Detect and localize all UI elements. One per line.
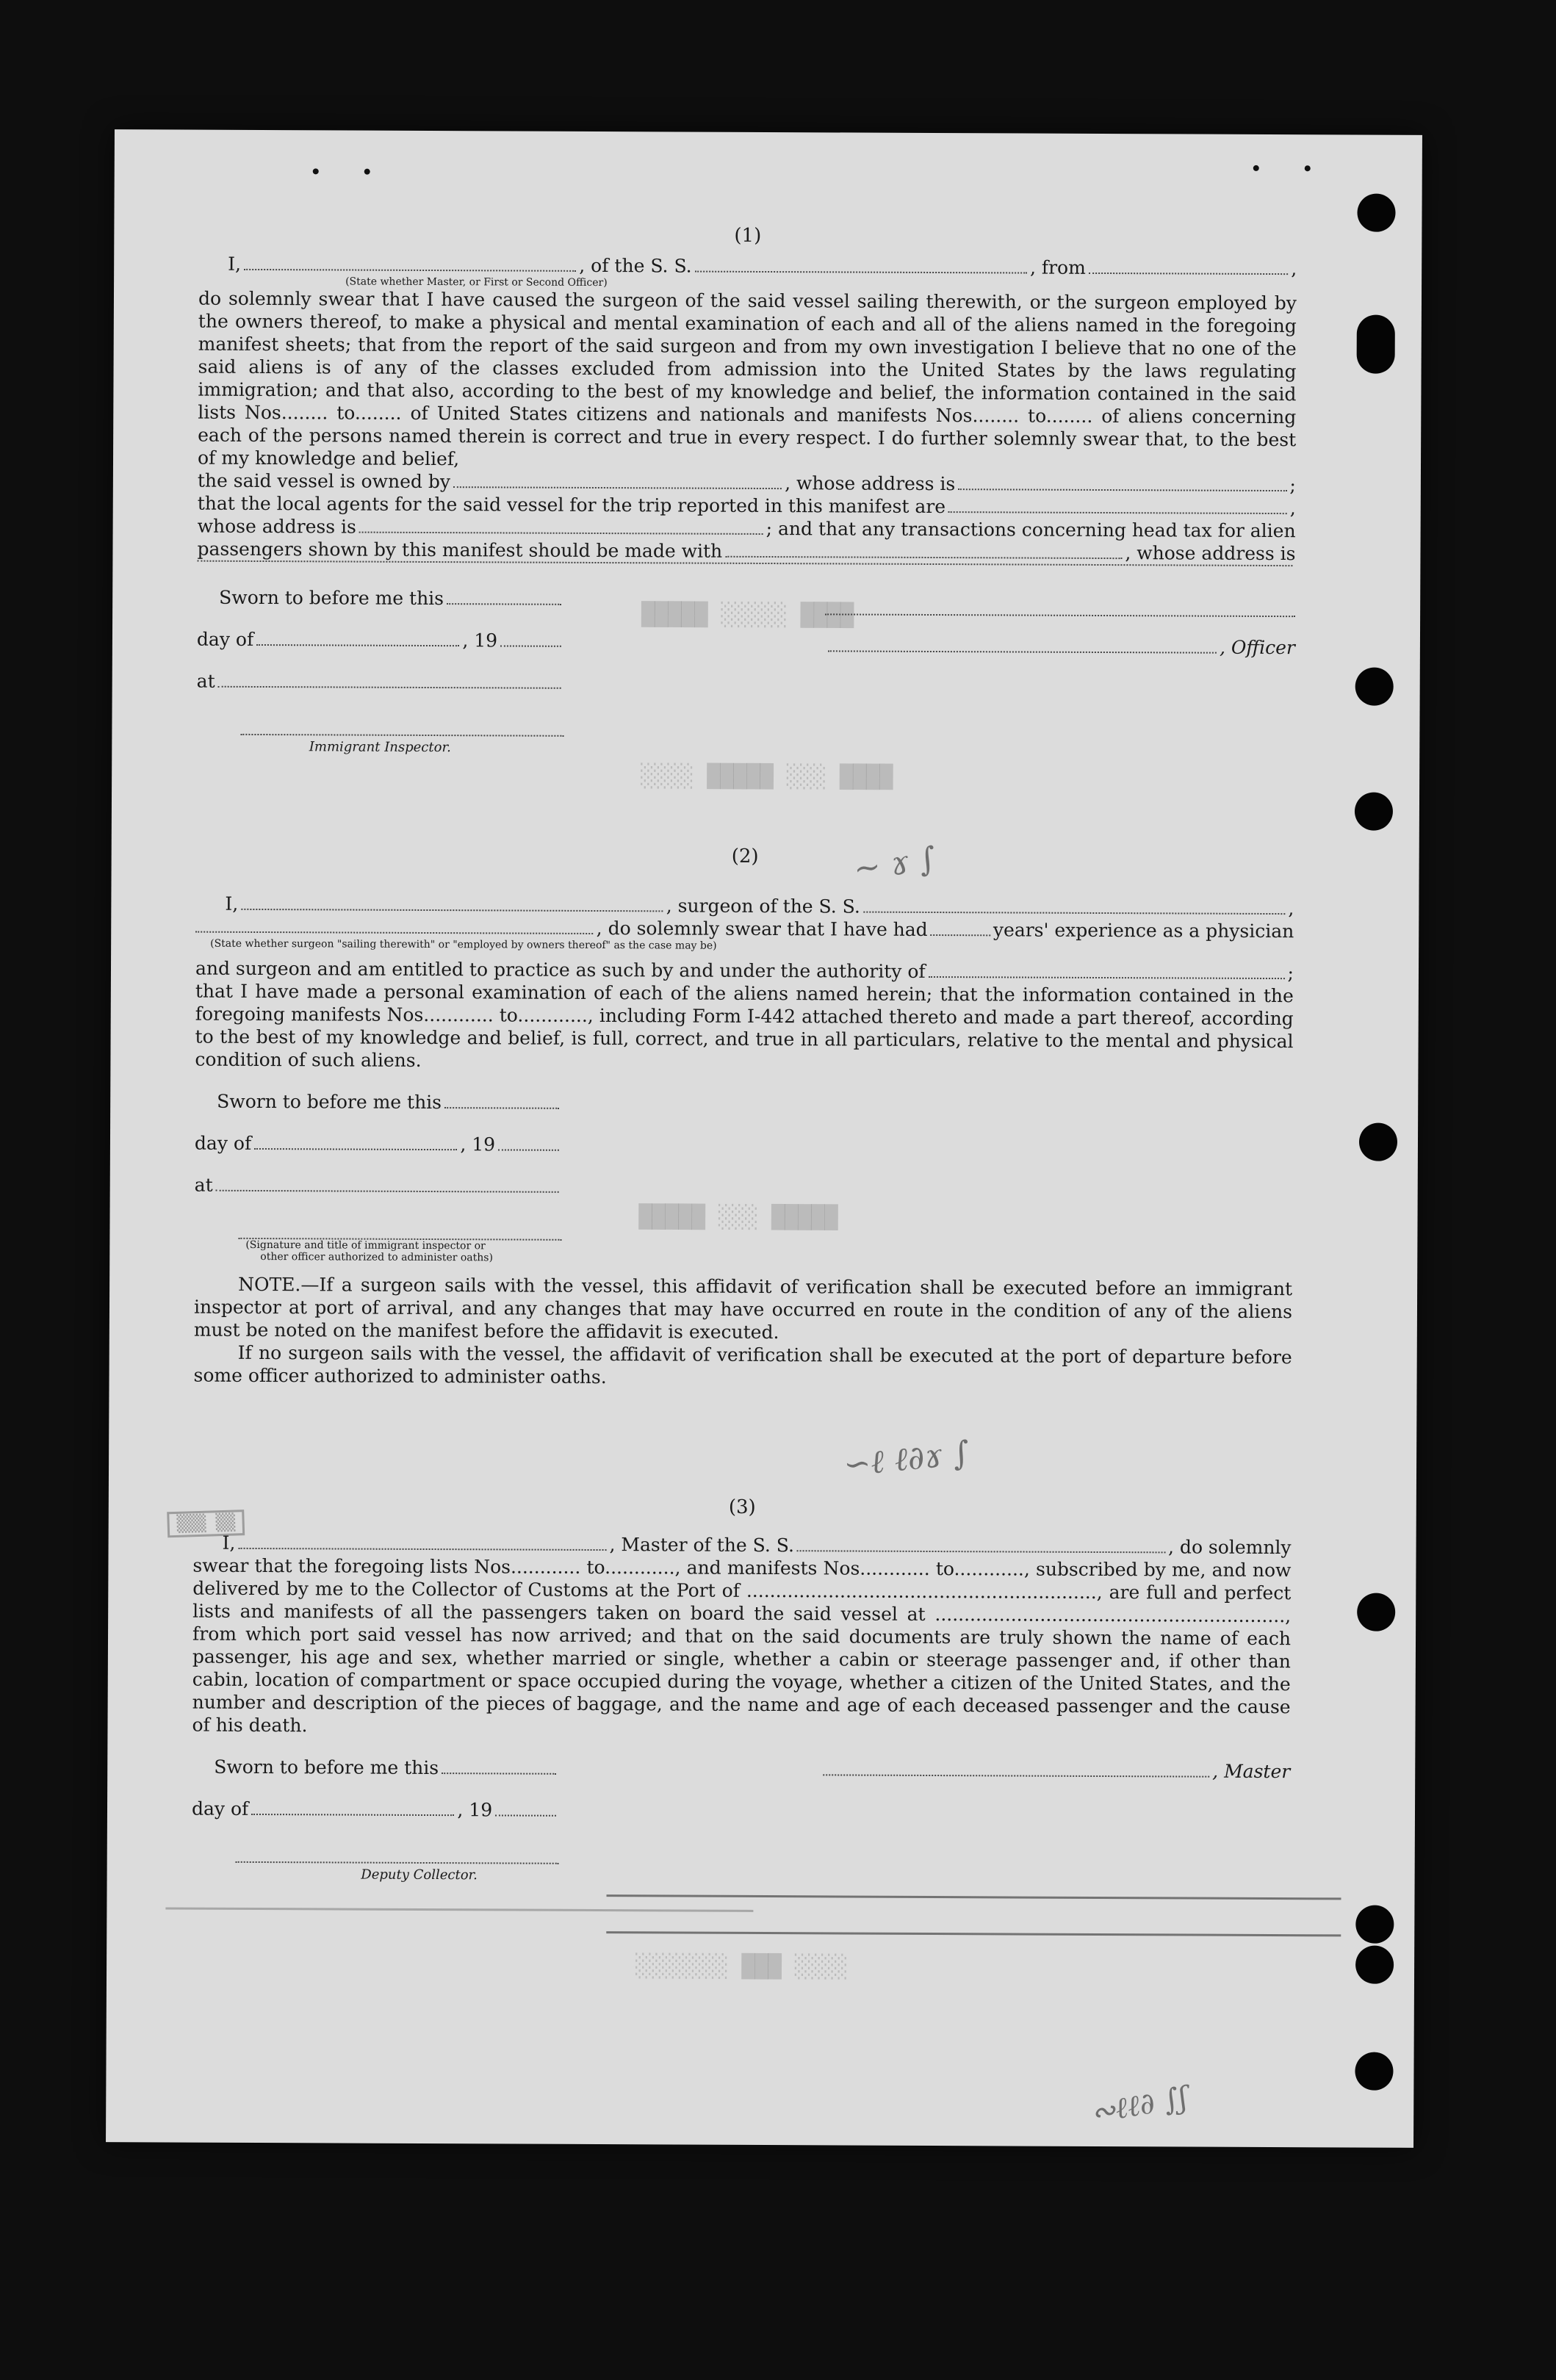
note-paragraph: NOTE.—If a surgeon sails with the vessel, this affidavit of verification shall be executed before an immigrant inspector at port of arrival, and any changes that may have occurred en route in the condition of any of the aliens must be noted on the manifest before the affidavit is executed.	[193, 1273, 1293, 1344]
agents-address-field	[359, 532, 763, 535]
punch-hole	[1355, 668, 1394, 706]
handwritten-signature: ∾ℓℓ∂ ∫ʃ	[1088, 2080, 1190, 2131]
punch-hole	[1357, 315, 1395, 374]
bleed-through-text: ░░░░ █████ ░░░ ████	[641, 763, 893, 790]
officer-label: , Officer	[1220, 636, 1295, 659]
section-1-number: (1)	[734, 224, 762, 247]
agents-line: that the local agents for the said vessel for the trip reported in this manifest are ,	[197, 492, 1296, 519]
owner-address-field	[958, 488, 1286, 491]
master-name-field	[238, 1548, 606, 1551]
surgeon-caption: (State whether surgeon "sailing therewith" or "employed by owners thereof" as the case may be)	[210, 937, 717, 952]
section-3-first-line: I, , Master of the S. S. , do solemnly	[222, 1532, 1292, 1559]
section-3-signature-block: Sworn to before me this day of , 19 Deputy Collector. , Master	[192, 1756, 1291, 1891]
section-1-first-line: I, , of the S. S. , from ,	[228, 253, 1297, 280]
surgeon-name-field	[241, 909, 663, 912]
note-paragraph-2: If no surgeon sails with the vessel, the affidavit of verification shall be executed at the port of departure before some officer authorized to administer oaths.	[193, 1341, 1292, 1388]
punch-hole	[1355, 2052, 1393, 2091]
ink-dot	[364, 169, 370, 175]
stamp-mark: ▒▒▒ ▒▒	[167, 1510, 245, 1537]
section-3-paragraph: swear that the foregoing lists Nos............ to............, and manifests Nos............ to............, subscribed by me, and now delivered by me to the Collector of Customs at the Port of ............................................................, are full and perfect lists and manifests of all the passengers taken on board the said vessel at ............................................................, from which port said vessel has now arrived; and that on the said documents are truly shown the name of each passenger, his age and sex, whether married or single, whether a cabin or steerage passenger and, if other than cabin, location of compartment or space occupied during the voyage, whether a citizen of the United States, and the number and description of the pieces of baggage, and the name and age of each deceased passenger and the cause of his death.	[192, 1554, 1292, 1737]
section-2-number: (2)	[731, 845, 759, 868]
bleed-through-text: █████ ░░░ █████	[638, 1204, 838, 1231]
section-2-second-line: , do solemnly swear that I have had years' experience as a physician	[195, 915, 1294, 943]
ink-dot	[1305, 165, 1311, 171]
handwritten-signature: ∽ℓ ℓ∂ɤ ∫	[841, 1434, 972, 1485]
agents-field	[948, 511, 1287, 514]
head-tax-line: passengers shown by this manifest should be made with , whose address is	[197, 538, 1296, 565]
authority-line: and surgeon and am entitled to practice as such by and under the authority of ;	[195, 957, 1294, 984]
owner-field	[453, 486, 782, 489]
affidavit-content	[192, 218, 1297, 1891]
head-tax-contact-field	[725, 556, 1122, 559]
vessel-name-field	[863, 912, 1286, 915]
strike-line	[165, 1907, 753, 1911]
punch-hole	[1359, 1123, 1397, 1161]
ink-dot	[1253, 165, 1259, 171]
years-field	[931, 934, 990, 936]
section-3-number: (3)	[728, 1496, 756, 1518]
section-2-signature-block: Sworn to before me this day of , 19 at (Signature and title of immigrant inspector or other officer authorized to administer oaths)	[194, 1090, 562, 1264]
handwritten-mark: ~ ɤ ∫	[851, 840, 939, 889]
strike-line	[606, 1894, 1341, 1900]
bleed-through-text: ░░░░░░░ ███ ░░░░	[635, 1953, 849, 1980]
deputy-caption: Deputy Collector.	[361, 1867, 478, 1883]
strike-line	[606, 1931, 1341, 1936]
punch-hole	[1355, 1946, 1394, 1984]
section-1-paragraph: do solemnly swear that I have caused the surgeon of the said vessel sailing therewith, or the surgeon employed by the owners thereof, to make a physical and mental examination of each and all of the aliens named in the foregoing manifest sheets; that from the report of the said surgeon and from my own investigation I believe that no one of the said aliens is of any of the classes excluded from admission into the United States by the laws regulating immigration; and that also, according to the best of my knowledge and belief, the information contained in the said lists Nos........ to........ of United States citizens and nationals and manifests Nos........ to........ of aliens concerning each of the persons named therein is correct and true in every respect. I do further solemnly swear that, to the best of my knowledge and belief,	[197, 287, 1297, 470]
bleed-through-text: █████ ░░░░░ ████	[641, 602, 854, 629]
rank-caption: (State whether Master, or First or Second Officer)	[345, 275, 608, 289]
vessel-name-field	[695, 271, 1027, 274]
agents-address-line: whose address is ; and that any transactions concerning head tax for alien	[197, 515, 1296, 542]
punch-hole	[1355, 1905, 1394, 1944]
rank-field	[244, 269, 576, 272]
authority-field	[929, 976, 1285, 979]
ink-dot	[313, 168, 319, 174]
document-page	[106, 129, 1422, 2148]
section-2-paragraph: that I have made a personal examination of each of the aliens named herein; that the information contained in the foregoing manifests Nos............ to............, including Form I-442 attached thereto and made a part thereof, according to the best of my knowledge and belief, is full, correct, and true in all particulars, relative to the mental and physical condition of such aliens.	[195, 980, 1294, 1071]
section-1-signature-block: Sworn to before me this day of , 19 at Immigrant Inspector. , Officer	[196, 586, 1295, 763]
inspector-caption: Immigrant Inspector.	[309, 739, 451, 756]
punch-hole	[1355, 793, 1393, 831]
vessel-name-field	[797, 1550, 1165, 1553]
section-2-first-line: I, , surgeon of the S. S. ,	[225, 892, 1294, 920]
punch-hole	[1357, 1593, 1395, 1631]
punch-hole	[1357, 194, 1395, 232]
owner-line: the said vessel is owned by , whose address is ;	[197, 469, 1296, 497]
master-label: , Master	[1212, 1760, 1291, 1783]
from-port-field	[1089, 273, 1288, 275]
